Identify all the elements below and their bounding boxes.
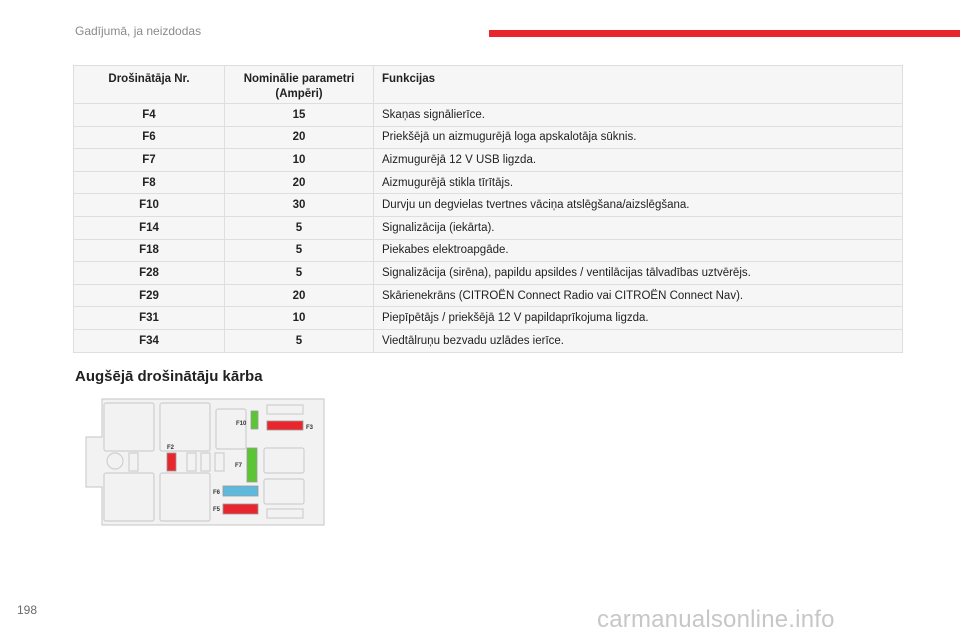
rating-cell: 20 [225,171,374,194]
rating-cell: 5 [225,239,374,262]
function-cell: Viedtālruņu bezvadu uzlādes ierīce. [374,329,903,352]
fuse-number-cell: F29 [74,284,225,307]
fuse-f5 [223,504,258,514]
label-f6: F6 [213,490,221,496]
label-f10: F10 [236,421,247,427]
table-row [74,284,903,307]
fuse-slot-1 [129,453,138,471]
fuse-slot-3 [187,453,196,471]
fuse-number-cell: F34 [74,329,225,352]
rating-cell: 5 [225,262,374,285]
table-row [74,262,903,285]
fuse-slot-bottom-right [267,509,303,518]
function-cell: Signalizācija (sirēna), papildu apsildes / ventilācijas tālvadības uztvērējs. [374,262,903,285]
rating-cell: 5 [225,329,374,352]
function-cell: Signalizācija (iekārta). [374,216,903,239]
table-row [74,239,903,262]
function-cell: Aizmugurējā stikla tīrītājs. [374,171,903,194]
fuse-slot-5 [215,453,224,471]
upper-fusebox-diagram [82,397,327,527]
rating-cell: 10 [225,307,374,330]
function-cell: Piepīpētājs / priekšējā 12 V papildaprīkojuma ligzda. [374,307,903,330]
table-row [74,104,903,127]
relay-block-top-left [104,403,154,451]
fuse-number-cell: F31 [74,307,225,330]
function-cell: Durvju un degvielas tvertnes vāciņa atslēgšana/aizslēgšana. [374,194,903,217]
function-cell: Skārienekrāns (CITROËN Connect Radio vai CITROËN Connect Nav). [374,284,903,307]
table-header-row [74,66,903,104]
fuse-f3 [267,421,303,430]
fuse-slot-4 [201,453,210,471]
header-accent-bar [489,30,960,37]
fuse-number-cell: F18 [74,239,225,262]
fuse-f2 [167,453,176,471]
table-row [74,307,903,330]
fuse-number-cell: F28 [74,262,225,285]
running-header: Gadījumā, ja neizdodas [75,24,202,38]
fuse-f7 [247,448,257,482]
rating-cell: 15 [225,104,374,127]
label-f3: F3 [306,425,314,431]
rating-cell: 5 [225,216,374,239]
fuse-number-cell: F8 [74,171,225,194]
table-row [74,171,903,194]
table-row [74,149,903,172]
table-row [74,216,903,239]
fuse-table [73,65,903,353]
fuse-number-cell: F4 [74,104,225,127]
relay-block-bottom-left [104,473,154,521]
fuse-number-cell: F10 [74,194,225,217]
fuse-slot-top-right [267,405,303,414]
page-number: 198 [17,603,38,617]
table-row [74,194,903,217]
relay-block-top-middle [160,403,210,451]
watermark: carmanualsonline.info [597,606,835,633]
fuse-number-cell: F7 [74,149,225,172]
table-row [74,329,903,352]
fuse-f6 [223,486,258,496]
section-heading: Augšējā drošinātāju kārba [75,368,263,385]
relay-block-right-lower [264,479,304,504]
fuse-f10 [251,411,258,429]
table-row [74,126,903,149]
fuse-number-cell: F14 [74,216,225,239]
rating-cell: 10 [225,149,374,172]
mounting-hole [107,453,123,469]
label-f2: F2 [167,445,175,451]
header-rating-line1: Nominālie parametri [243,73,355,85]
rating-cell: 30 [225,194,374,217]
header-fuse-number: Drošinātāja Nr. [74,66,225,104]
function-cell: Skaņas signālierīce. [374,104,903,127]
fuse-number-cell: F6 [74,126,225,149]
relay-block-bottom-middle [160,473,210,521]
label-f5: F5 [213,507,221,513]
rating-cell: 20 [225,126,374,149]
header-functions: Funkcijas [374,66,903,104]
relay-block-right [216,409,246,449]
header-rating-line2: (Ampēri) [275,88,323,100]
rating-cell: 20 [225,284,374,307]
header-rating [225,66,374,104]
function-cell: Aizmugurējā 12 V USB ligzda. [374,149,903,172]
function-cell: Priekšējā un aizmugurējā loga apskalotāja sūknis. [374,126,903,149]
relay-block-right-upper [264,448,304,473]
label-f7: F7 [235,463,243,469]
function-cell: Piekabes elektroapgāde. [374,239,903,262]
